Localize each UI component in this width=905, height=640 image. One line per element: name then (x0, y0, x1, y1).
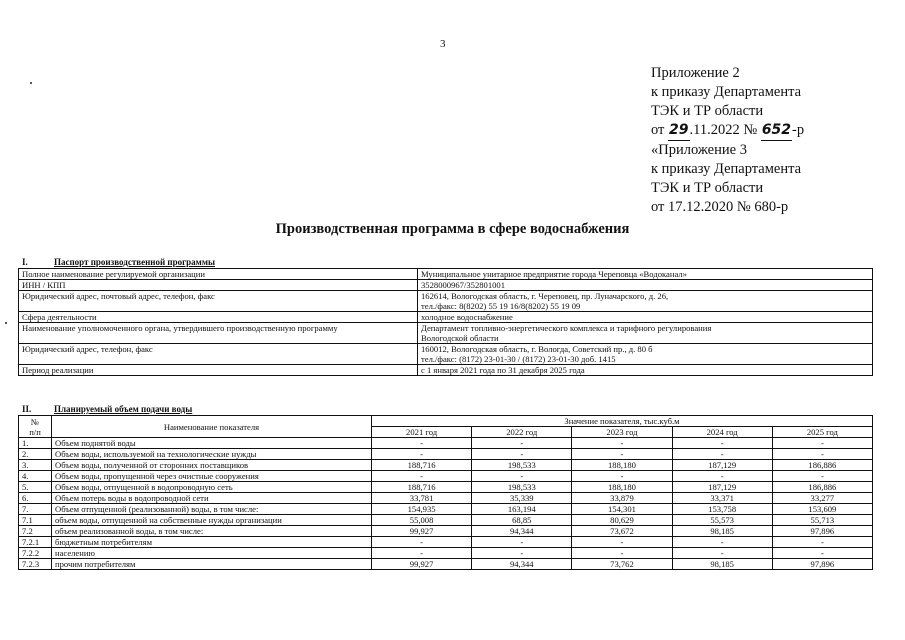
row-number: 3. (19, 460, 52, 471)
row-value: 33,781 (372, 493, 472, 504)
passport-row (19, 323, 873, 344)
row-name: Объем поднятой воды (52, 438, 372, 449)
row-value: 94,344 (472, 559, 572, 570)
passport-value-line: 160012, Вологодская область, г. Вологда, Советский пр., д. 80 б (421, 344, 653, 354)
row-value: - (672, 449, 772, 460)
volumes-table (18, 415, 873, 570)
appendix-line: Приложение 2 (651, 65, 740, 81)
passport-value (418, 312, 873, 323)
row-value: - (472, 449, 572, 460)
volume-row (19, 515, 873, 526)
row-value: 97,896 (772, 559, 872, 570)
row-value: 188,716 (372, 460, 472, 471)
year-header: 2024 год (672, 427, 772, 438)
row-name: Объем воды, отпущенной в водопроводную сеть (52, 482, 372, 493)
row-number: 7.2.2 (19, 548, 52, 559)
row-value: 153,609 (772, 504, 872, 515)
volume-row (19, 493, 873, 504)
handwritten-day: 29 (668, 121, 689, 141)
row-number: 7.2.3 (19, 559, 52, 570)
col-number-header: № п/п (19, 416, 52, 438)
section1-heading (22, 257, 215, 267)
row-number: 7.2 (19, 526, 52, 537)
appendix-block (651, 64, 804, 217)
row-name: объем воды, отпущенной на собственные нужды организации (52, 515, 372, 526)
row-value: - (572, 471, 672, 482)
volume-row (19, 537, 873, 548)
row-number: 7.2.1 (19, 537, 52, 548)
row-value: 35,339 (472, 493, 572, 504)
row-value: 73,762 (572, 559, 672, 570)
row-name: Объем воды, пропущенной через очистные сооружения (52, 471, 372, 482)
row-name: Объем воды, используемой на технологические нужды (52, 449, 372, 460)
passport-row (19, 291, 873, 312)
row-value: 55,713 (772, 515, 872, 526)
row-value: - (472, 537, 572, 548)
year-header: 2025 год (772, 427, 872, 438)
row-name: Объем отпущенной (реализованной) воды, в том числе: (52, 504, 372, 515)
row-value: - (772, 548, 872, 559)
row-value: - (772, 438, 872, 449)
volume-row (19, 438, 873, 449)
passport-row (19, 365, 873, 376)
row-value: 33,277 (772, 493, 872, 504)
row-value: 68,85 (472, 515, 572, 526)
section-title: Паспорт производственной программы (54, 257, 215, 267)
row-value: - (472, 438, 572, 449)
row-value: 98,185 (672, 559, 772, 570)
row-value: 98,185 (672, 526, 772, 537)
section-number: I. (22, 257, 28, 267)
row-value: - (572, 438, 672, 449)
row-value: 73,672 (572, 526, 672, 537)
row-value: 188,180 (572, 460, 672, 471)
passport-label: ИНН / КПП (19, 280, 418, 291)
passport-row (19, 312, 873, 323)
row-value: - (372, 471, 472, 482)
passport-value-line: Муниципальное унитарное предприятие города Череповца «Водоканал» (421, 269, 687, 279)
passport-row (19, 280, 873, 291)
row-value: 188,716 (372, 482, 472, 493)
row-value: - (672, 471, 772, 482)
volume-row (19, 460, 873, 471)
row-number: 5. (19, 482, 52, 493)
row-name: Объем воды, полученной от сторонних поставщиков (52, 460, 372, 471)
scan-dot (5, 322, 7, 324)
passport-value-line: тел./факс: 8(8202) 55 19 16/8(8202) 55 19 09 (421, 301, 581, 311)
row-value: 186,886 (772, 460, 872, 471)
row-value: 154,301 (572, 504, 672, 515)
row-number: 4. (19, 471, 52, 482)
row-value: - (672, 438, 772, 449)
passport-value (418, 269, 873, 280)
row-name: Объем потерь воды в водопроводной сети (52, 493, 372, 504)
passport-value (418, 344, 873, 365)
row-number: 6. (19, 493, 52, 504)
row-value: 163,194 (472, 504, 572, 515)
date-prefix: от (651, 122, 665, 138)
row-value: - (772, 537, 872, 548)
row-name: прочим потребителям (52, 559, 372, 570)
col-name-header: Наименование показателя (52, 416, 372, 438)
passport-value-line: Департамент топливно-энергетического комплекса и тарифного регулирования (421, 323, 712, 333)
passport-label: Юридический адрес, почтовый адрес, телефон, факс (19, 291, 418, 312)
row-value: - (672, 548, 772, 559)
section-title: Планируемый объем подачи воды (54, 404, 193, 414)
passport-value-line: 162614, Вологодская область, г. Череповец, пр. Луначарского, д. 26, (421, 291, 669, 301)
row-value: 186,886 (772, 482, 872, 493)
row-value: - (572, 548, 672, 559)
row-value: - (772, 449, 872, 460)
appendix-line: «Приложение 3 (651, 142, 747, 158)
date-rest: .11.2022 № (689, 122, 758, 138)
passport-value-line: Вологодской области (421, 333, 499, 343)
row-value: 94,344 (472, 526, 572, 537)
passport-label: Наименование уполномоченного органа, утвердившего производственную программу (19, 323, 418, 344)
row-number: 1. (19, 438, 52, 449)
scan-dot (30, 82, 32, 84)
row-value: 80,629 (572, 515, 672, 526)
volume-row (19, 548, 873, 559)
row-value: - (672, 537, 772, 548)
row-name: бюджетным потребителям (52, 537, 372, 548)
handwritten-order-number: 652 (761, 121, 792, 141)
passport-value (418, 365, 873, 376)
row-value: 33,879 (572, 493, 672, 504)
year-header: 2023 год (572, 427, 672, 438)
row-value: 55,573 (672, 515, 772, 526)
appendix-line: к приказу Департамента (651, 84, 802, 100)
section2-heading (22, 404, 192, 414)
row-value: 198,533 (472, 460, 572, 471)
passport-value-line: с 1 января 2021 года по 31 декабря 2025 года (421, 365, 585, 375)
appendix-line: от 17.12.2020 № 680-р (651, 199, 789, 215)
passport-label: Сфера деятельности (19, 312, 418, 323)
row-value: - (572, 449, 672, 460)
volume-row (19, 471, 873, 482)
passport-value-line: 3528000967/352801001 (421, 280, 506, 290)
appendix-line: ТЭК и ТР области (651, 103, 764, 119)
row-value: - (372, 537, 472, 548)
passport-value-line: тел./факс: (8172) 23-01-30 / (8172) 23-01-30 доб. 1415 (421, 354, 616, 364)
row-name: объем реализованной воды, в том числе: (52, 526, 372, 537)
row-number: 7. (19, 504, 52, 515)
row-value: 99,927 (372, 526, 472, 537)
row-value: - (372, 548, 472, 559)
appendix-line: к приказу Департамента (651, 161, 802, 177)
row-value: - (372, 438, 472, 449)
row-value: 97,896 (772, 526, 872, 537)
row-value: 187,129 (672, 460, 772, 471)
page-number: 3 (440, 38, 446, 50)
row-value: 187,129 (672, 482, 772, 493)
passport-value-line: холодное водоснабжение (421, 312, 513, 322)
passport-label: Период реализации (19, 365, 418, 376)
row-value: 154,935 (372, 504, 472, 515)
passport-table (18, 268, 873, 376)
row-value: - (472, 548, 572, 559)
row-name: населению (52, 548, 372, 559)
document-title: Производственная программа в сфере водоснабжения (275, 221, 630, 237)
row-value: 55,008 (372, 515, 472, 526)
year-header: 2021 год (372, 427, 472, 438)
passport-row (19, 344, 873, 365)
volume-row (19, 526, 873, 537)
order-suffix: -р (792, 122, 805, 138)
col-value-header: Значение показателя, тыс.куб.м (372, 416, 873, 427)
volume-row (19, 504, 873, 515)
section-number: II. (22, 404, 32, 414)
row-value: 198,533 (472, 482, 572, 493)
row-value: 188,180 (572, 482, 672, 493)
row-number: 2. (19, 449, 52, 460)
row-value: 33,371 (672, 493, 772, 504)
appendix-line: ТЭК и ТР области (651, 180, 764, 196)
volume-row (19, 449, 873, 460)
row-value: - (772, 471, 872, 482)
passport-value (418, 323, 873, 344)
volume-row (19, 559, 873, 570)
row-value: 153,758 (672, 504, 772, 515)
passport-value (418, 280, 873, 291)
row-value: - (572, 537, 672, 548)
row-value: 99,927 (372, 559, 472, 570)
passport-value (418, 291, 873, 312)
year-header: 2022 год (472, 427, 572, 438)
appendix-date-line (651, 121, 804, 141)
row-number: 7.1 (19, 515, 52, 526)
passport-label: Полное наименование регулируемой организации (19, 269, 418, 280)
row-value: - (372, 449, 472, 460)
volume-row (19, 482, 873, 493)
passport-label: Юридический адрес, телефон, факс (19, 344, 418, 365)
row-value: - (472, 471, 572, 482)
passport-row (19, 269, 873, 280)
